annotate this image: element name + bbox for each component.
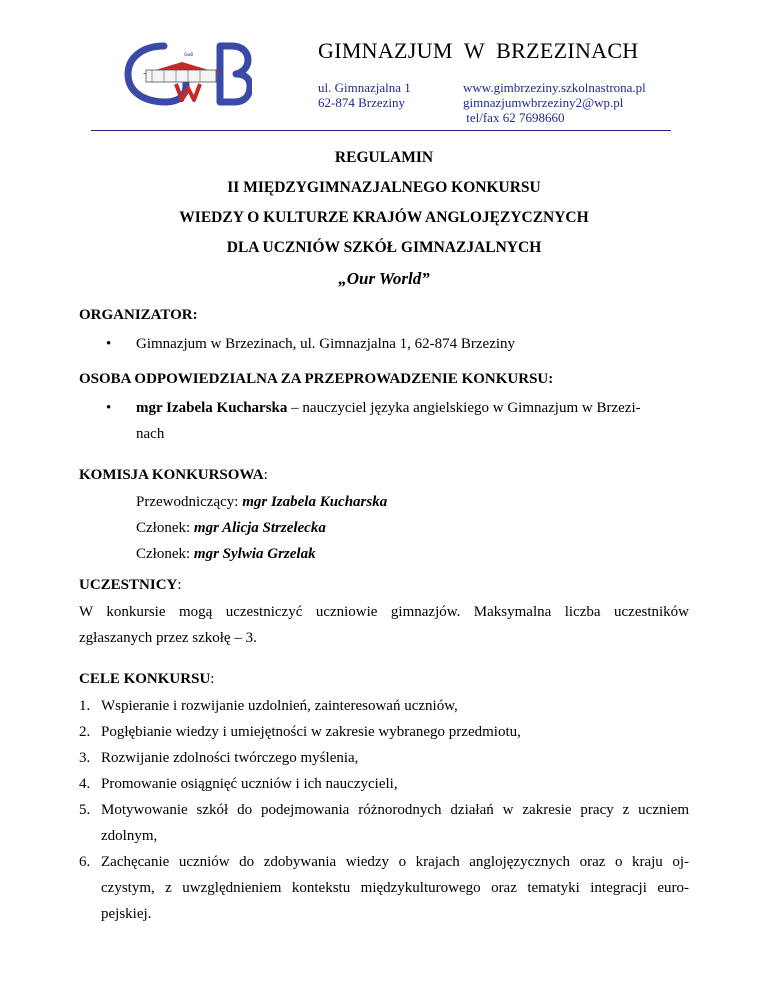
- goal-text-cont: zdolnym,: [101, 828, 158, 844]
- goal-number: 2.: [79, 724, 91, 740]
- goal-text-cont: pejskiej.: [101, 906, 152, 922]
- title-line-1: REGULAMIN: [334, 149, 434, 166]
- goal-number: 4.: [79, 776, 91, 792]
- goal-item: [79, 797, 689, 849]
- goal-number: 6.: [79, 854, 91, 870]
- goal-text: Pogłębianie wiedzy i umiejętności w zakresie wybranego przedmiotu,: [101, 724, 521, 740]
- organizer-heading: ORGANIZATOR:: [79, 307, 198, 323]
- goal-item: [79, 719, 689, 745]
- goal-item: [79, 693, 689, 719]
- postal-address: [318, 80, 411, 110]
- title-line-3: WIEDZY O KULTURZE KRAJÓW ANGLOJĘZYCZNYCH: [179, 209, 589, 226]
- tel-fax: tel/fax 62 7698660: [463, 110, 565, 125]
- goals-list: [79, 693, 689, 927]
- section-committee: [79, 465, 689, 567]
- participants-text-1: W konkursie mogą uczestniczyć uczniowie gimnazjów. Maksymalna liczba uczestników: [79, 604, 689, 620]
- member-name: mgr Alicja Strzelecka: [193, 520, 326, 536]
- committee-colon: :: [263, 467, 268, 483]
- responsible-role-cont: nach: [136, 426, 165, 442]
- goal-number: 1.: [79, 698, 91, 714]
- committee-members: [79, 489, 689, 567]
- website-link[interactable]: www.gimbrzeziny.szkolnastrona.pl: [463, 80, 646, 95]
- goal-item: [79, 771, 689, 797]
- responsible-heading: OSOBA ODPOWIEDZIALNA ZA PRZEPROWADZENIE KONKURSU:: [79, 371, 554, 387]
- goal-item: [79, 745, 689, 771]
- responsible-item: [79, 395, 689, 421]
- responsible-name: mgr Izabela Kucharska: [136, 400, 288, 416]
- organizer-item: • Gimnazjum w Brzezinach, ul. Gimnazjalna 1, 62-874 Brzeziny: [79, 331, 689, 357]
- header-divider: [91, 130, 671, 131]
- participants-heading: UCZESTNICY: [79, 577, 178, 593]
- participants-colon: :: [177, 577, 182, 593]
- goal-number: 3.: [79, 750, 91, 766]
- member-role: Członek:: [136, 520, 194, 536]
- section-organizer: [79, 305, 689, 357]
- section-responsible: [79, 369, 689, 447]
- committee-heading: KOMISJA KONKURSOWA: [79, 467, 264, 483]
- email-link[interactable]: gimnazjumwbrzeziny2@wp.pl: [463, 95, 624, 110]
- committee-member: [136, 489, 689, 515]
- participants-text-2: zgłaszanych przez szkołę – 3.: [79, 630, 257, 646]
- goal-number: 5.: [79, 802, 91, 818]
- contest-name: „Our World”: [338, 269, 430, 288]
- postal-code-city: 62-874 Brzeziny: [318, 95, 406, 110]
- goal-text: Promowanie osiągnięć uczniów i ich nauczycieli,: [101, 776, 398, 792]
- goals-heading-line: [79, 669, 689, 689]
- goal-text: Motywowanie szkół do podejmowania różnorodnych działań w zakresie pracy z uczniem: [101, 802, 689, 818]
- section-goals: [79, 669, 689, 927]
- section-participants: [79, 575, 689, 651]
- goals-colon: :: [210, 671, 215, 687]
- school-logo: [124, 40, 252, 106]
- committee-member: [136, 515, 689, 541]
- goal-text-cont: czystym, z uwzględnieniem kontekstu międzykulturowego oraz tematyki integracji euro-: [101, 880, 689, 896]
- logo-text: GwB: [184, 52, 194, 57]
- goal-item: [79, 849, 689, 927]
- member-name: mgr Sylwia Grzelak: [193, 546, 316, 562]
- member-role: Przewodniczący:: [136, 494, 243, 510]
- committee-heading-line: [79, 465, 689, 485]
- member-role: Członek:: [136, 546, 194, 562]
- street-address: ul. Gimnazjalna 1: [318, 80, 411, 95]
- goals-heading: CELE KONKURSU: [79, 671, 211, 687]
- participants-heading-line: [79, 575, 689, 595]
- member-name: mgr Izabela Kucharska: [242, 494, 388, 510]
- goal-text: Wspieranie i rozwijanie uzdolnień, zainteresowań uczniów,: [101, 698, 458, 714]
- title-line-2: II MIĘDZYGIMNAZJALNEGO KONKURSU: [227, 179, 541, 196]
- goal-text: Zachęcanie uczniów do zdobywania wiedzy o krajach anglojęzycznych oraz o kraju oj-: [101, 854, 689, 870]
- responsible-role: – nauczyciel języka angielskiego w Gimnazjum w Brzezi-: [287, 400, 641, 416]
- goal-text: Rozwijanie zdolności twórczego myślenia,: [101, 750, 359, 766]
- document-title: [0, 148, 768, 290]
- title-line-4: DLA UCZNIÓW SZKÓŁ GIMNAZJALNYCH: [226, 239, 542, 256]
- school-name: GIMNAZJUM W BRZEZINACH: [318, 38, 639, 63]
- contact-info: [463, 80, 646, 125]
- committee-member: [136, 541, 689, 567]
